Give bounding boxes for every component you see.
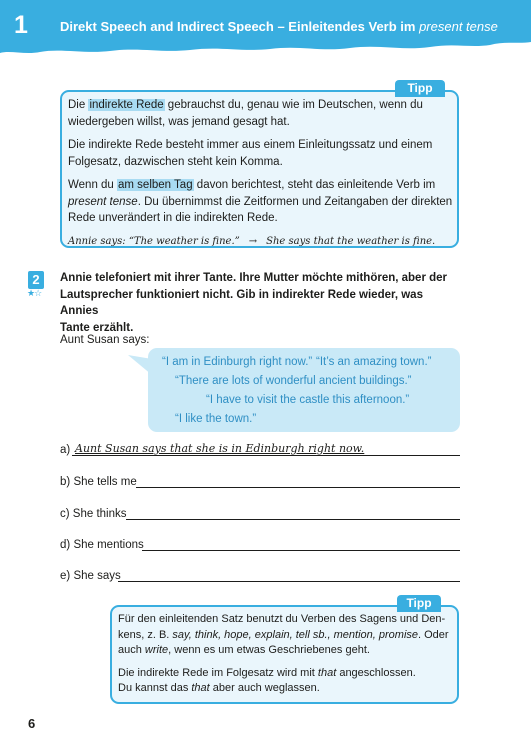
tipp-tab-1: Tipp (395, 80, 445, 97)
highlight-indirekte-rede: indirekte Rede (89, 99, 164, 111)
tipp-1-paragraph-1: Die indirekte Rede gebrauchst du, genau wie im Deutschen, wenn du wiedergeben willst, was jemand gesagt hat. (68, 99, 423, 128)
tipp-1-paragraph-3: Wenn du am selben Tag davon berichtest, steht das einleitende Verb im present tense. Du übernimmst die Zeitformen und Zeitangaben der direkten Rede unverändert in die indirekten Rede. (68, 179, 453, 224)
quote-1: “I am in Edinburgh right now.” (162, 356, 313, 368)
answer-line-c[interactable] (126, 519, 460, 520)
answer-label-d: d) She mentions (60, 539, 144, 551)
arrow-right-icon: → (248, 235, 258, 247)
answer-label-a: a) (60, 444, 71, 456)
quote-3: “There are lots of wonderful ancient buildings.” (175, 375, 412, 387)
page-number: 6 (28, 716, 36, 731)
answer-line-a[interactable] (72, 455, 460, 456)
answer-label-b: b) She tells me (60, 476, 137, 488)
speaker-label: Aunt Susan says: (60, 334, 150, 346)
tipp-1-example: Annie says: “The weather is fine.” → She says that the weather is fine. (68, 234, 454, 251)
answer-line-d[interactable] (142, 550, 460, 551)
tipp-1-text (68, 97, 454, 250)
exercise-number-badge: 2 (28, 271, 44, 289)
difficulty-stars-icon: ★☆ (27, 288, 42, 298)
exercise-instruction: Annie telefoniert mit ihrer Tante. Ihre Mutter möchte mithören, aber der Lautsprecher funktioniert nicht. Gib in indirekter Rede wieder, was Annies Tante erzählt. (60, 272, 448, 334)
answer-a-filled: Aunt Susan says that she is in Edinburgh right now. (75, 442, 365, 455)
tipp-2-text (118, 612, 456, 704)
answer-line-e[interactable] (118, 581, 460, 582)
quote-5: “I like the town.” (175, 413, 257, 425)
header-banner (0, 0, 531, 58)
answer-line-b[interactable] (136, 487, 460, 488)
unit-number: 1 (14, 11, 28, 39)
answer-label-c: c) She thinks (60, 508, 127, 520)
tipp-2-paragraph-2: Die indirekte Rede im Folgesatz wird mit that angeschlossen. Du kannst das that aber auch weglassen. (118, 666, 416, 694)
tipp-2-paragraph-1: Für den einleitenden Satz benutzt du Verben des Sagens und Den- kens, z. B. say, think, hope, explain, tell sb., mention, promise. Oder auch write, wenn es um etwas Geschriebenes geht. (118, 613, 449, 656)
tipp-1-paragraph-2: Die indirekte Rede besteht immer aus einem Einleitungssatz und einem Folgesatz, dazwischen steht kein Komma. (68, 139, 433, 168)
answer-label-e: e) She says (60, 570, 121, 582)
quote-4: “I have to visit the castle this afternoon.” (206, 394, 410, 406)
page-title: Direkt Speech and Indirect Speech – Einleitendes Verb im present tense (60, 19, 498, 34)
tipp-tab-2: Tipp (397, 595, 441, 612)
highlight-am-selben-tag: am selben Tag (118, 179, 193, 191)
quote-2: “It’s an amazing town.” (316, 356, 432, 368)
